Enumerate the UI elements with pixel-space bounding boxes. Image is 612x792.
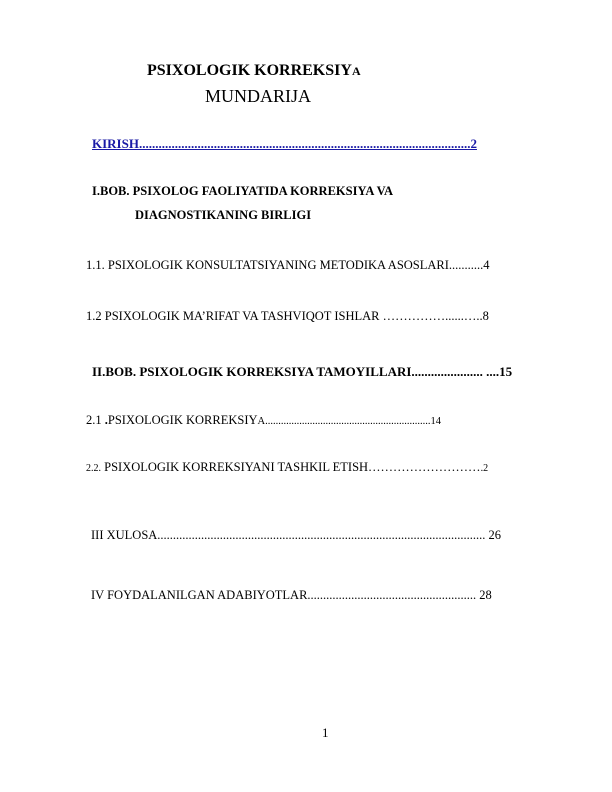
- page-number: 1: [322, 725, 329, 740]
- toc-entry-xulosa: III XULOSA......................................................................................................... 26: [91, 528, 502, 542]
- toc-entry-2-2-page: .2: [480, 463, 489, 474]
- toc-entry-1-2: 1.2 PSIXOLOGIK MA’RIFAT VA TASHVIQOT ISHLAR ……………......…..8: [86, 309, 489, 323]
- toc-entry-2-1-tail: A...............................................................14: [257, 416, 442, 427]
- title-tail: A: [351, 64, 361, 78]
- toc-entry-2-1: [86, 413, 441, 428]
- title-main: PSIXOLOGIK KORREKSIY: [147, 62, 352, 79]
- toc-entry-adabiyotlar: IV FOYDALANILGAN ADABIYOTLAR...................................................... 28: [91, 588, 492, 602]
- toc-entry-2-2-number: 2.2.: [86, 463, 101, 474]
- toc-entry-2-1-dot: .: [104, 413, 108, 427]
- toc-chapter-1-line-2: DIAGNOSTIKANING BIRLIGI: [135, 208, 312, 222]
- toc-entry-kirish-link[interactable]: KIRISH......................................................................................................2: [92, 136, 477, 151]
- toc-entry-2-2-text: PSIXOLOGIK KORREKSIYANI TASHKIL ETISH………………………: [101, 460, 481, 474]
- toc-heading: MUNDARIJA: [205, 86, 312, 106]
- toc-chapter-1-line-1: I.BOB. PSIXOLOG FAOLIYATIDA KORREKSIYA VA: [92, 184, 394, 198]
- toc-chapter-2: II.BOB. PSIXOLOGIK KORREKSIYA TAMOYILLARI...................... ....15: [92, 364, 513, 379]
- document-title: [147, 62, 361, 80]
- toc-entry-2-2: [86, 460, 488, 475]
- toc-entry-2-1-number: 2.1: [86, 413, 105, 427]
- toc-entry-2-1-text: PSIXOLOGIK KORREKSIY: [107, 413, 258, 427]
- toc-entry-1-1: 1.1. PSIXOLOGIK KONSULTATSIYANING METODIKA ASOSLARI...........4: [86, 258, 490, 272]
